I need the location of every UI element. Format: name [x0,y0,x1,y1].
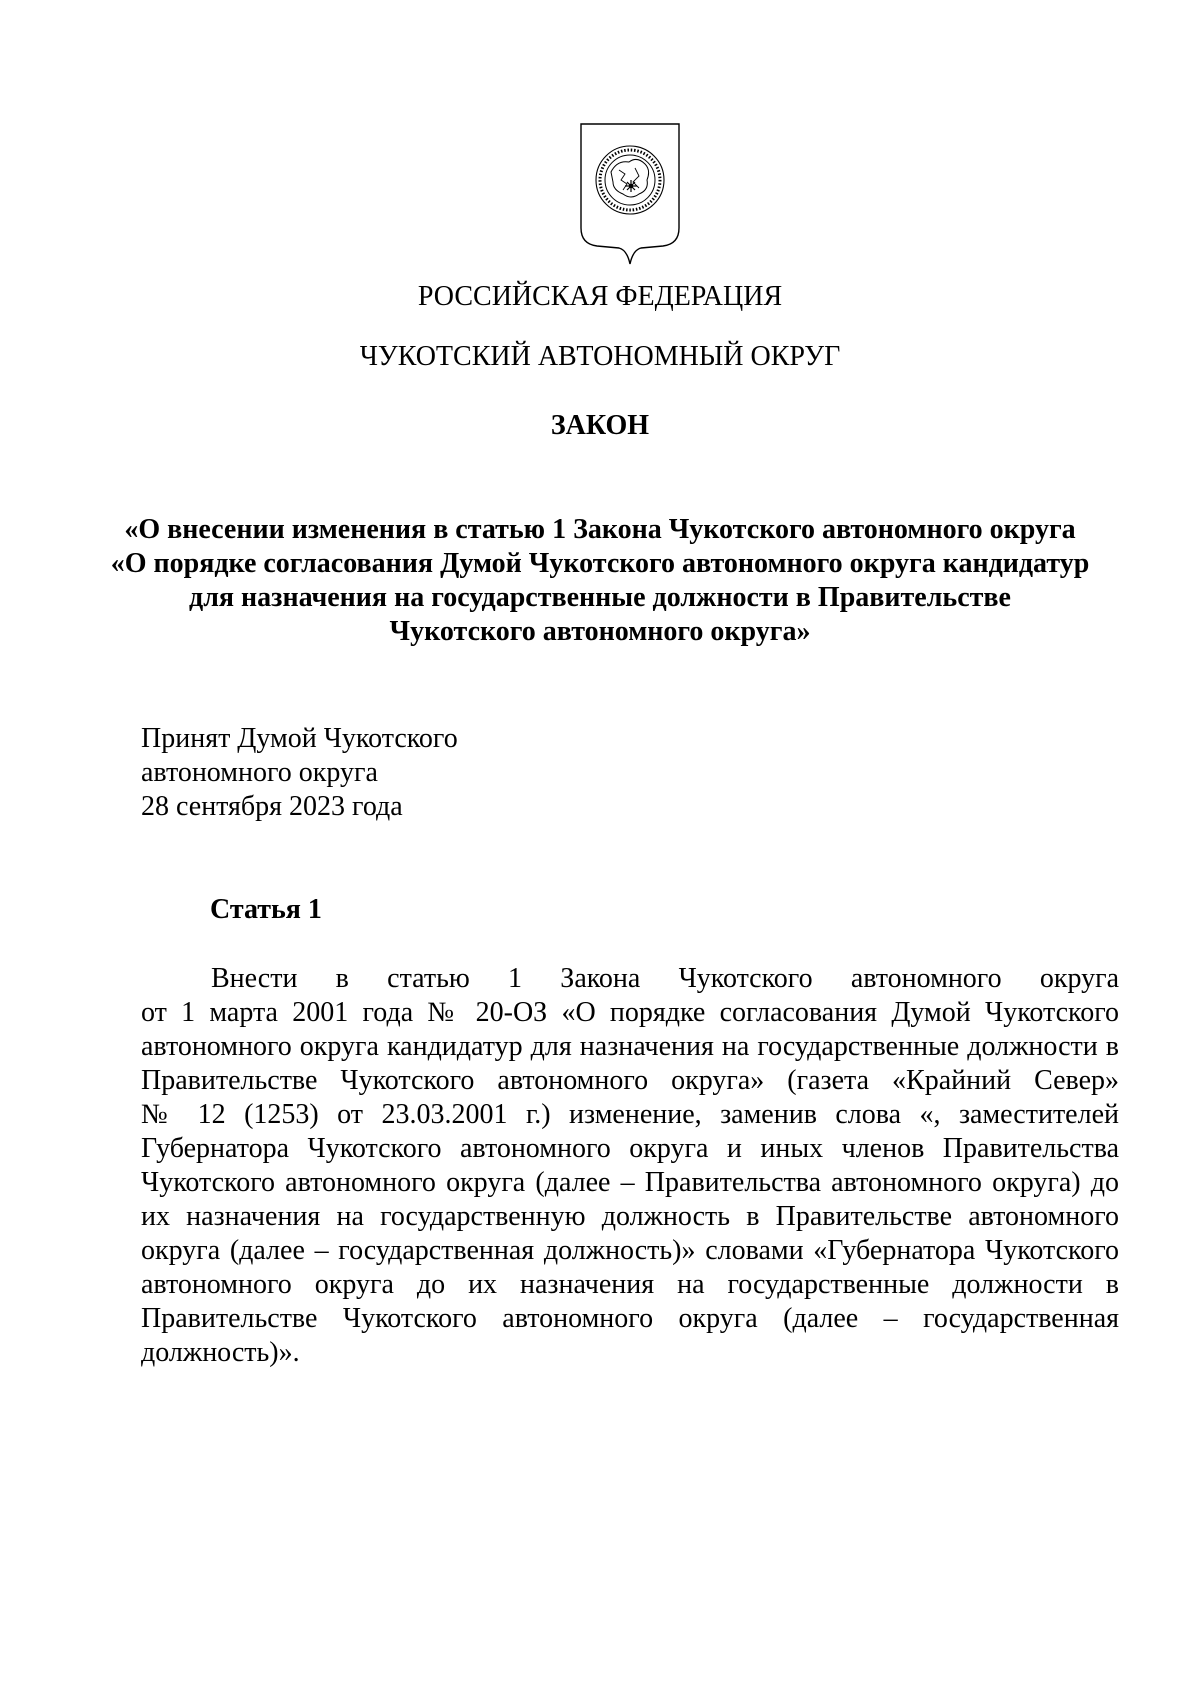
article-line: должность)». [141,1337,300,1368]
law-title-line: Чукотского автономного округа» [389,616,811,647]
article-line: № 12 (1253) от 23.03.2001 г.) изменение, заменив слова «, заместителей [141,1099,1119,1130]
adoption-date: 28 сентября 2023 года [141,791,403,822]
article-line: автономного округа до их назначения на государственные должности в [141,1269,1119,1300]
article-line: Губернатора Чукотского автономного округа и иных членов Правительства [141,1133,1119,1164]
document-type-heading: ЗАКОН [550,410,650,441]
region-heading: ЧУКОТСКИЙ АВТОНОМНЫЙ ОКРУГ [359,341,841,372]
article-line: Правительстве Чукотского автономного округа» (газета «Крайний Север» [141,1065,1119,1096]
article-body [141,962,1119,1370]
article-line: Внести в статью 1 Закона Чукотского автономного округа [211,963,1119,994]
law-title [100,513,1100,649]
article-line: округа (далее – государственная должность)» словами «Губернатора Чукотского [141,1235,1119,1266]
law-title-line: «О внесении изменения в статью 1 Закона Чукотского автономного округа [124,514,1076,545]
article-line: их назначения на государственную должность в Правительстве автономного [141,1201,1119,1232]
article-line: от 1 марта 2001 года № 20-ОЗ «О порядке согласования Думой Чукотского [141,997,1119,1028]
article-heading: Статья 1 [210,894,322,925]
article-line: Чукотского автономного округа (далее – Правительства автономного округа) до [141,1167,1119,1198]
article-line: Правительстве Чукотского автономного округа (далее – государственная [141,1303,1119,1334]
country-heading: РОССИЙСКАЯ ФЕДЕРАЦИЯ [417,281,783,312]
adoption-line: Принят Думой Чукотского [141,723,458,754]
adoption-note [141,722,458,824]
adoption-line: автономного округа [141,757,378,788]
coat-of-arms-icon [577,120,683,268]
law-title-line: «О порядке согласования Думой Чукотского автономного округа кандидатур [110,548,1090,579]
law-title-line: для назначения на государственные должности в Правительстве [189,582,1011,613]
article-line: автономного округа кандидатур для назначения на государственные должности в [141,1031,1119,1062]
